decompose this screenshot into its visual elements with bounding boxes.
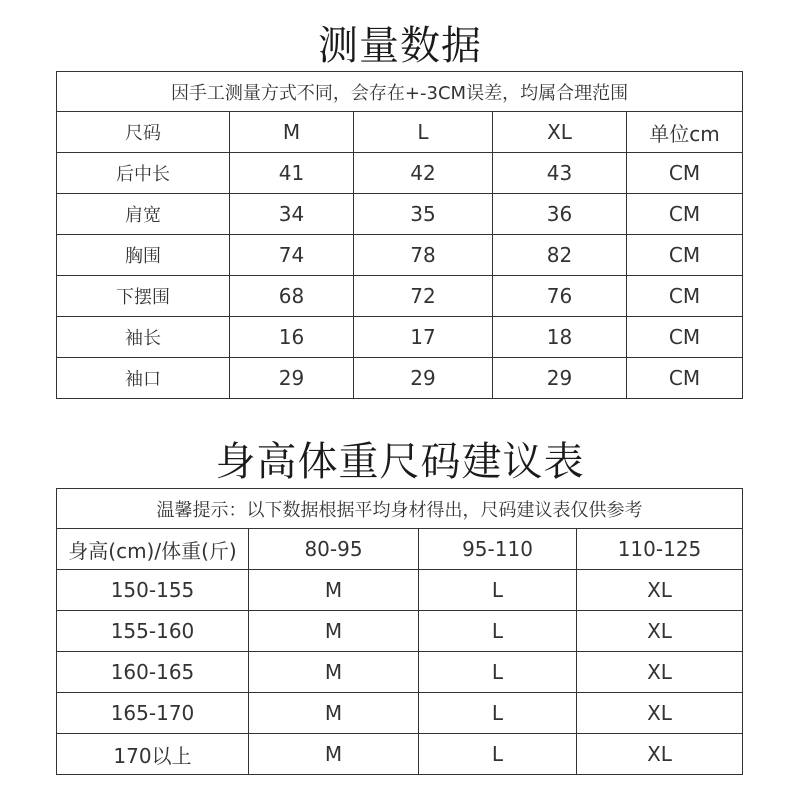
cell-m: 74	[230, 235, 354, 276]
table-row	[57, 358, 743, 399]
table-row	[57, 153, 743, 194]
row-label: 袖口	[57, 358, 230, 399]
cell-size: M	[249, 693, 419, 734]
cell-xl: 76	[493, 276, 627, 317]
table-row	[57, 652, 743, 693]
row-height: 165-170	[57, 693, 249, 734]
cell-m: 41	[230, 153, 354, 194]
cell-size: L	[419, 693, 577, 734]
cell-size: L	[419, 570, 577, 611]
row-label: 袖长	[57, 317, 230, 358]
size-guide-note: 温馨提示：以下数据根据平均身材得出，尺码建议表仅供参考	[57, 489, 743, 529]
table-row	[57, 611, 743, 652]
header-weight-110-125: 110-125	[577, 529, 743, 570]
header-height-weight: 身高(cm)/体重(斤)	[57, 529, 249, 570]
cell-m: 34	[230, 194, 354, 235]
cell-size: L	[419, 734, 577, 775]
row-label: 肩宽	[57, 194, 230, 235]
table-row	[57, 235, 743, 276]
cell-l: 35	[354, 194, 493, 235]
cell-size: XL	[577, 611, 743, 652]
row-height: 155-160	[57, 611, 249, 652]
table-row	[57, 734, 743, 775]
cell-l: 78	[354, 235, 493, 276]
cell-unit: CM	[627, 194, 743, 235]
table-row	[57, 317, 743, 358]
measurement-title: 测量数据	[318, 23, 482, 69]
cell-m: 29	[230, 358, 354, 399]
cell-l: 42	[354, 153, 493, 194]
size-guide-header-row	[57, 529, 743, 570]
cell-size: XL	[577, 570, 743, 611]
cell-m: 16	[230, 317, 354, 358]
measurement-table	[56, 71, 743, 399]
measurement-header-row	[57, 112, 743, 153]
cell-unit: CM	[627, 276, 743, 317]
cell-l: 29	[354, 358, 493, 399]
cell-size: XL	[577, 652, 743, 693]
cell-m: 68	[230, 276, 354, 317]
header-l: L	[354, 112, 493, 153]
cell-l: 17	[354, 317, 493, 358]
header-weight-80-95: 80-95	[249, 529, 419, 570]
cell-xl: 82	[493, 235, 627, 276]
measurement-note-row	[57, 72, 743, 112]
cell-size: XL	[577, 693, 743, 734]
measurement-note: 因手工测量方式不同，会存在+-3CM误差，均属合理范围	[57, 72, 743, 112]
cell-l: 72	[354, 276, 493, 317]
table-row	[57, 194, 743, 235]
row-label: 后中长	[57, 153, 230, 194]
cell-size: L	[419, 611, 577, 652]
cell-unit: CM	[627, 317, 743, 358]
header-weight-95-110: 95-110	[419, 529, 577, 570]
header-size: 尺码	[57, 112, 230, 153]
header-xl: XL	[493, 112, 627, 153]
cell-xl: 43	[493, 153, 627, 194]
row-height: 150-155	[57, 570, 249, 611]
header-unit: 单位cm	[627, 112, 743, 153]
cell-unit: CM	[627, 358, 743, 399]
row-height: 160-165	[57, 652, 249, 693]
row-label: 下摆围	[57, 276, 230, 317]
cell-xl: 18	[493, 317, 627, 358]
row-height: 170以上	[57, 734, 249, 775]
row-label: 胸围	[57, 235, 230, 276]
cell-size: M	[249, 734, 419, 775]
size-guide-table	[56, 488, 743, 775]
cell-xl: 29	[493, 358, 627, 399]
cell-size: M	[249, 652, 419, 693]
table-row	[57, 276, 743, 317]
cell-size: M	[249, 570, 419, 611]
header-m: M	[230, 112, 354, 153]
size-guide-title: 身高体重尺码建议表	[215, 439, 585, 485]
size-guide-note-row	[57, 489, 743, 529]
cell-xl: 36	[493, 194, 627, 235]
cell-size: L	[419, 652, 577, 693]
table-row	[57, 693, 743, 734]
cell-size: XL	[577, 734, 743, 775]
cell-unit: CM	[627, 235, 743, 276]
cell-unit: CM	[627, 153, 743, 194]
cell-size: M	[249, 611, 419, 652]
table-row	[57, 570, 743, 611]
